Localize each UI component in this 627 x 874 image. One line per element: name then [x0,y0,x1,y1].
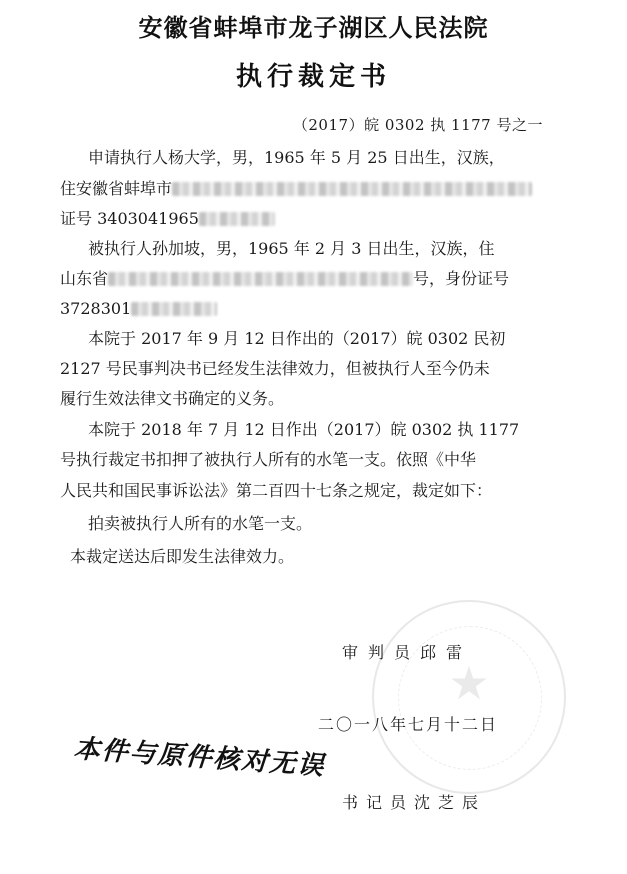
paragraph-2-line-2: 号执行裁定书扣押了被执行人所有的水笔一支。依照《中华 [60,450,477,469]
respondent-address-prefix: 山东省 [60,269,109,288]
applicant-line-1: 申请执行人杨大学，男，1965 年 5 月 25 日出生，汉族， [88,148,505,167]
applicant-line-3 [60,209,275,229]
respondent-line-2 [60,269,509,289]
case-number: （2017）皖 0302 执 1177 号之一 [292,116,543,134]
respondent-line-1: 被执行人孙加坡，男，1965 年 2 月 3 日出生，汉族，住 [88,239,495,258]
judge-signature: 审判员邱雷 [342,643,473,662]
paragraph-2-line-3: 人民共和国民事诉讼法》第二百四十七条之规定，裁定如下： [60,481,493,500]
court-name: 安徽省蚌埠市龙子湖区人民法院 [138,14,489,42]
respondent-id-prefix: 3728301 [60,299,132,318]
respondent-line-3 [60,299,217,319]
redacted-id [199,212,275,226]
paragraph-2-line-1: 本院于 2018 年 7 月 12 日作出（2017）皖 0302 执 1177 [88,420,520,439]
paragraph-1-line-3: 履行生效法律文书确定的义务。 [60,389,285,408]
ruling-text: 拍卖被执行人所有的水笔一支。 [88,514,313,533]
document-title: 执行裁定书 [235,62,391,92]
seal-star-icon: ★ [448,656,490,710]
applicant-address-prefix: 住安徽省蚌埠市 [60,179,173,198]
ruling-date: 二〇一八年七月十二日 [318,715,499,734]
redacted-address [172,182,532,196]
applicant-line-2 [60,179,532,199]
court-seal [372,600,566,794]
redacted-id [131,302,217,316]
respondent-address-suffix: 号，身份证号 [413,269,510,288]
effect-text: 本裁定送达后即发生法律效力。 [70,547,295,566]
paragraph-1-line-2: 2127 号民事判决书已经发生法律效力，但被执行人至今仍未 [60,359,490,378]
clerk-signature: 书记员沈芝辰 [342,793,487,812]
redacted-address [108,272,413,286]
paragraph-1-line-1: 本院于 2017 年 9 月 12 日作出的（2017）皖 0302 民初 [88,329,506,348]
applicant-id-prefix: 证号 3403041965 [60,209,199,228]
handwritten-certification: 本件与原件核对无误 [72,734,327,782]
